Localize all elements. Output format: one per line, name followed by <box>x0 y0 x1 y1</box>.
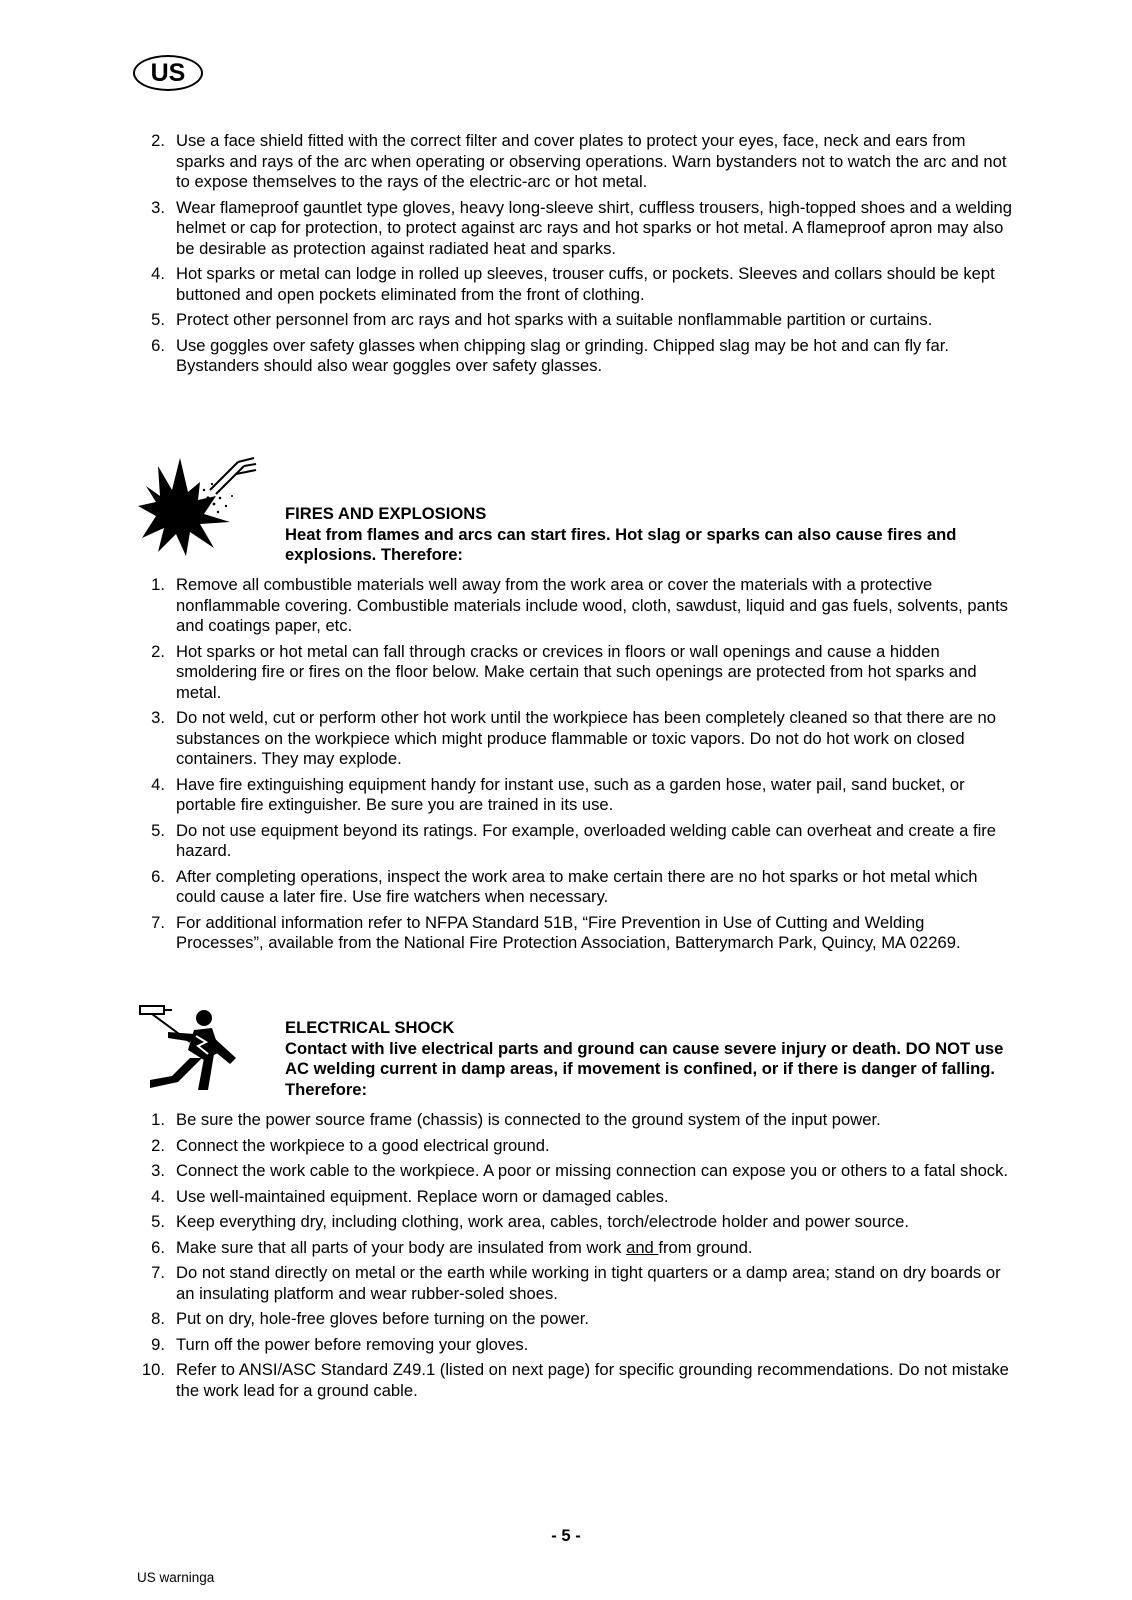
footer-label: US warninga <box>137 1570 215 1585</box>
fires-section-header <box>285 504 1005 566</box>
list-item: 8. Put on dry, hole-free gloves before turning on the power. <box>151 1309 589 1328</box>
list-item: 5. Do not use equipment beyond its ratings. For example, overloaded welding cable can overheat and create a fire hazard. <box>151 820 997 860</box>
region-badge-label: US <box>150 58 186 87</box>
shock-title: ELECTRICAL SHOCK <box>285 1018 455 1037</box>
list-item: 1. Remove all combustible materials well away from the work area or cover the materials with a protective nonflammable covering. Combustible materials include wood, cloth, sawdust, liquid and gas fuels, solvents, pants and coatings paper, etc. <box>151 575 1008 635</box>
list-item: 6. After completing operations, inspect the work area to make certain there are no hot sparks or hot metal which could cause a later fire. Use fire watchers when necessary. <box>151 866 978 906</box>
shock-list <box>0 1110 1132 1406</box>
list-item: 4. Hot sparks or metal can lodge in rolled up sleeves, trouser cuffs, or pockets. Sleeves and collars should be kept buttoned and open pockets eliminated from the front of clothing. <box>151 264 995 304</box>
underlined-text: and <box>626 1237 659 1257</box>
region-badge <box>133 55 203 91</box>
fires-title: FIRES AND EXPLOSIONS <box>285 504 487 523</box>
list-item: 3. Do not weld, cut or perform other hot work until the workpiece has been completely cleaned so that there are no substances on the workpiece which might produce flammable or toxic vapors. Do not do hot work on closed containers. They may explode. <box>151 708 996 768</box>
list-item: 4. Have fire extinguishing equipment handy for instant use, such as a garden hose, water pail, sand bucket, or portable fire extinguisher. Be sure you are trained in its use. <box>151 774 965 814</box>
list-item: 7. For additional information refer to NFPA Standard 51B, “Fire Prevention in Use of Cutting and Welding Processes”, available from the National Fire Protection Association, Batterymarch Park, Quincy, MA 02269. <box>151 912 961 952</box>
list-item: 3. Wear flameproof gauntlet type gloves, heavy long-sleeve shirt, cuffless trousers, high-topped shoes and a welding helmet or cap for protection, to protect against arc rays and hot sparks or hot metal. A flameproof apron may also be desirable as protection against radiated heat and sparks. <box>151 197 1013 258</box>
explosion-icon <box>138 456 258 556</box>
list-item: 2. Hot sparks or hot metal can fall through cracks or crevices in floors or wall openings and cause a hidden smoldering fire or fires on the floor below. Make certain that such openings are protected from hot sparks and metal. <box>151 641 977 702</box>
page-number: - 5 - <box>551 1526 581 1545</box>
list-item: 2. Use a face shield fitted with the correct filter and cover plates to protect your eyes, face, neck and ears from sparks and rays of the arc when operating or observing operations. Warn bystanders not to watch the arc and not to expose themselves to the rays of the electric-arc or hot metal. <box>151 131 1007 191</box>
list-item: 10. Refer to ANSI/ASC Standard Z49.1 (listed on next page) for specific grounding recommendations. Do not mistake the work lead for a ground cable. <box>141 1360 1009 1400</box>
list-item: 5. Protect other personnel from arc rays and hot sparks with a suitable nonflammable partition or curtains. <box>151 310 933 329</box>
fires-intro: Heat from flames and arcs can start fires. Hot slag or sparks can also cause fires and explosions. Therefore: <box>285 524 957 564</box>
shock-section-header <box>285 1018 1005 1100</box>
list-item: 3. Connect the work cable to the workpiece. A poor or missing connection can expose you or others to a fatal shock. <box>151 1161 1008 1180</box>
shock-intro: Contact with live electrical parts and ground can cause severe injury or death. DO NOT use AC welding current in damp areas, if movement is confined, or if there is danger of falling. Therefore: <box>285 1038 1004 1099</box>
list-item: 6. Make sure that all parts of your body are insulated from work and from ground. <box>151 1237 753 1257</box>
list-item: 6. Use goggles over safety glasses when chipping slag or grinding. Chipped slag may be hot and can fly far. Bystanders should also wear goggles over safety glasses. <box>151 335 949 375</box>
electric-shock-icon <box>138 1002 248 1098</box>
list-item: 7. Do not stand directly on metal or the earth while working in tight quarters or a damp area; stand on dry boards or an insulating platform and wear rubber-soled shoes. <box>151 1263 1001 1303</box>
list-item: 9. Turn off the power before removing your gloves. <box>151 1334 529 1354</box>
list-item: 5. Keep everything dry, including clothing, work area, cables, torch/electrode holder and power source. <box>151 1212 909 1231</box>
fires-list <box>0 575 1132 959</box>
list-item: 4. Use well-maintained equipment. Replace worn or damaged cables. <box>151 1186 669 1206</box>
ppe-list <box>0 131 1132 382</box>
list-item: 1. Be sure the power source frame (chassis) is connected to the ground system of the input power. <box>151 1110 881 1129</box>
list-item: 2. Connect the workpiece to a good electrical ground. <box>151 1135 550 1155</box>
